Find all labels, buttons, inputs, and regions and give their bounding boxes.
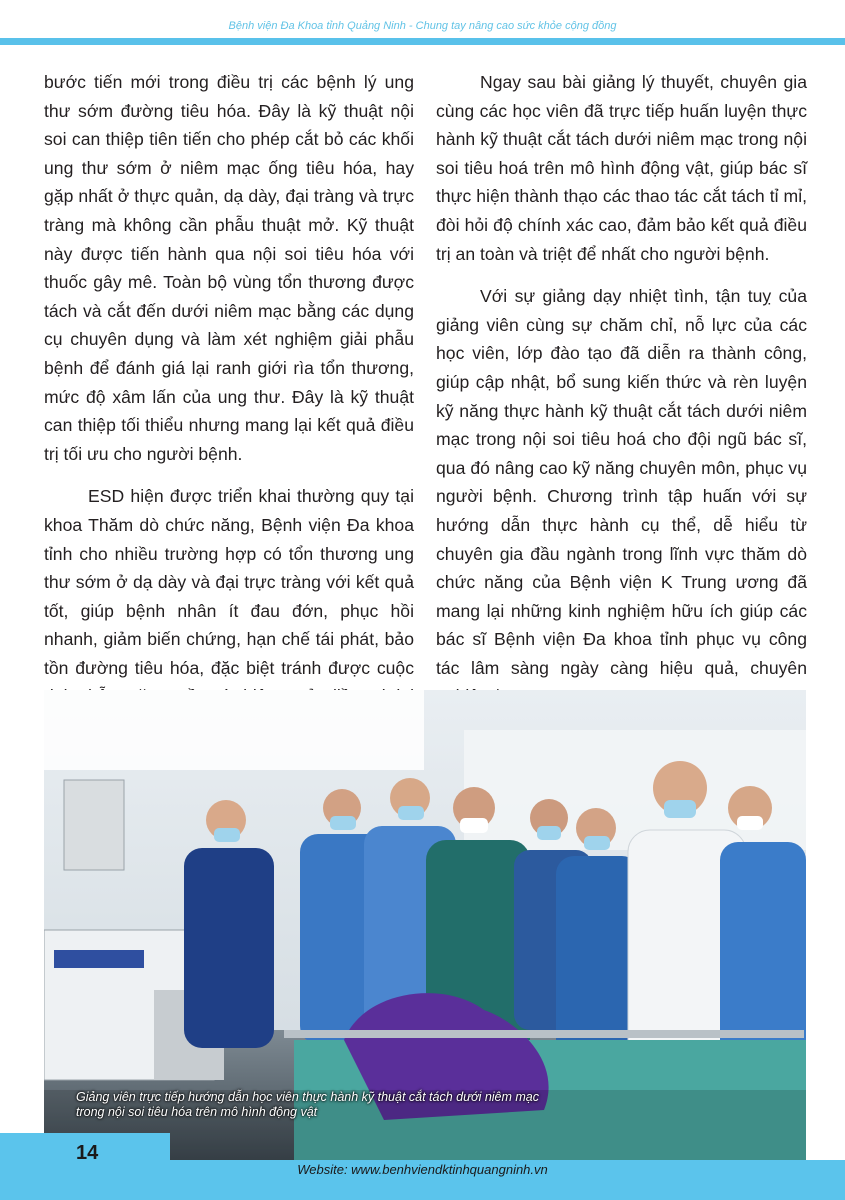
left-column <box>44 68 414 782</box>
page-header <box>0 0 845 44</box>
page-number: 14 <box>76 1142 99 1164</box>
right-column <box>436 68 807 725</box>
right-paragraph-2: Với sự giảng dạy nhiệt tình, tận tuỵ của giảng viên cùng sự chăm chỉ, nỗ lực của các học viên, lớp đào tạo đã diễn ra thành công, giúp cập nhật, bổ sung kiến thức và rèn luyện kỹ năng thực hành kỹ thuật cắt tách dưới niêm mạc trong nội soi tiêu hoá cho đội ngũ bác sĩ, qua đó nâng cao kỹ năng chuyên môn, phục vụ người bệnh. Chương trình tập huấn với sự hướng dẫn thực hành cụ thể, dễ hiểu từ chuyên gia đầu ngành trong lĩnh vực thăm dò chức năng của Bệnh viện K Trung ương đã mang lại những kinh nghiệm hữu ích giúp các bác sĩ Bệnh viện Đa khoa tỉnh phục vụ công tác lâm sàng ngày càng hiệu quả, chuyên <box>436 286 807 678</box>
header-title: Bệnh viện Đa Khoa tỉnh Quảng Ninh - Chung tay nâng cao sức khỏe cộng đồng <box>228 20 617 32</box>
right-paragraph-1: Ngay sau bài giảng lý thuyết, chuyên gia cùng các học viên đã trực tiếp huấn luyện thực hành kỹ thuật cắt tách dưới niêm mạc trong nội soi tiêu hoá trên mô hình động vật, giúp bác sĩ thực hiện thành thạo các thao tác cắt tách tỉ mỉ, đòi hỏi độ chính xác cao, đảm bảo kết quả điều trị an toàn và triệt để nhất cho người bệnh. <box>436 72 807 264</box>
footer-website: Website: www.benhviendktinhquangninh.vn <box>297 1162 548 1177</box>
header-bar <box>0 38 845 45</box>
photo-caption: Giảng viên trực tiếp hướng dẫn học viên thực hành kỹ thuật cắt tách dưới niêm mạc trong nội soi tiêu hóa trên mô hình động vật <box>76 1090 540 1119</box>
left-paragraph-1: bước tiến mới trong điều trị các bệnh lý ung thư sớm đường tiêu hóa. Đây là kỹ thuật nội soi can thiệp tiên tiến cho phép cắt bỏ các khối ung thư sớm ở niêm mạc ống tiêu hóa, hay gặp nhất ở thực quản, dạ dày, đại tràng và trực tràng mà không cần phẫu thuật mở. Kỹ thuật này được tiến hành qua nội soi tiêu hóa với thuốc gây mê. Toàn bộ vùng tổn thương được tách và cắt đến dưới niêm mạc bằng các dụng cụ chuyên dụng và làm xét nghiệm giải phẫu bệnh để đánh giá lại ranh giới rìa tổn thương, mức độ xâm lấn của ung thư. Đây là kỹ thuật can thiệp tối thiểu nhưng mang lại kết quả điều trị tối ưu cho người bệnh. <box>44 72 414 464</box>
left-paragraph-2: ESD hiện được triển khai thường quy tại khoa Thăm dò chức năng, Bệnh viện Đa khoa tỉnh cho nhiều trường hợp có tổn thương ung thư sớm ở dạ dày và đại trực tràng với kết quả tốt, giúp bệnh nhân ít đau đớn, phục hồi nhanh, giảm biến chứng, hạn chế tái phát, bảo tồn đường tiêu hóa, đặc biệt tránh được cuộc <box>44 486 414 678</box>
